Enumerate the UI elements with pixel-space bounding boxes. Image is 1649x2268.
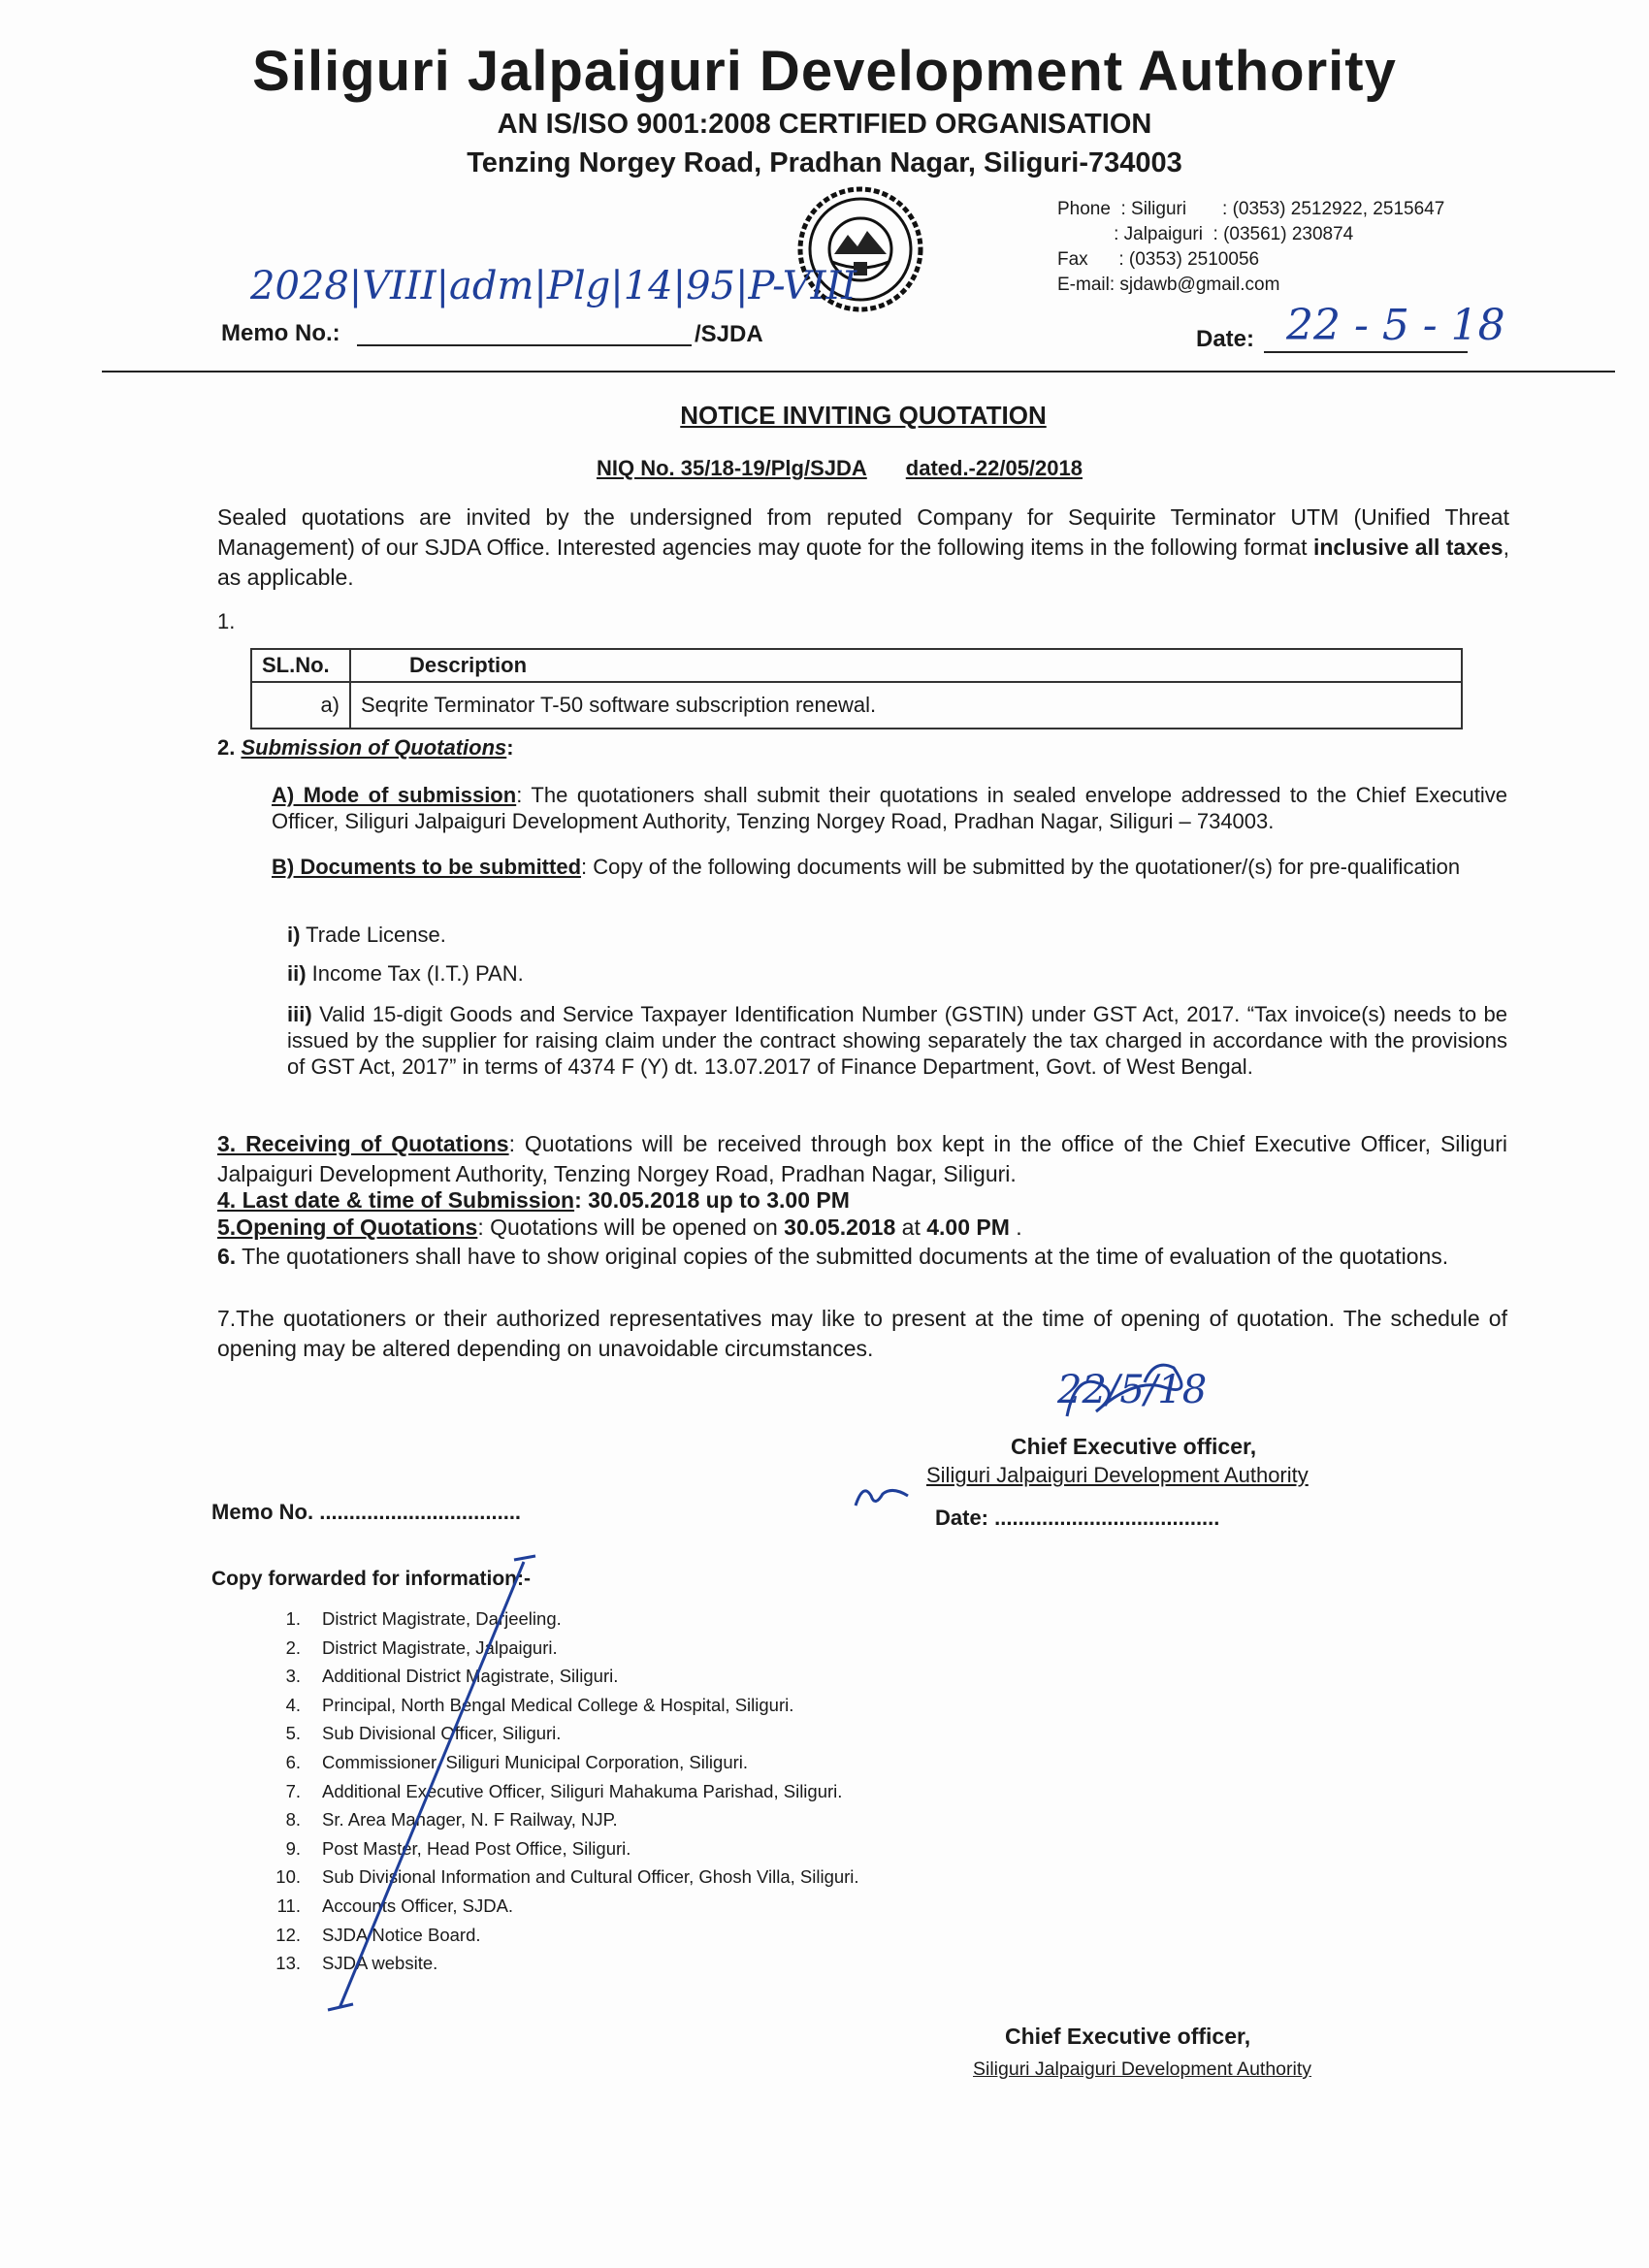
header-divider xyxy=(102,371,1615,373)
initials-mark-icon xyxy=(850,1476,918,1515)
section-5-time: 4.00 PM xyxy=(926,1215,1010,1240)
list-item-text: Sub Divisional Officer, Siliguri. xyxy=(322,1723,562,1744)
list-item-text: Principal, North Bengal Medical College & Hospital, Siliguri. xyxy=(322,1694,794,1715)
intro-bold-text: inclusive all taxes xyxy=(1312,535,1504,560)
copy-forwarded-heading: Copy forwarded for information:- xyxy=(211,1568,531,1590)
section-7: 7.The quotationers or their authorized representatives may like to present at the time of opening of quotation. The schedule of opening may be altered depending on unavoidable circumstances. xyxy=(217,1306,1507,1361)
section-2-title: Submission of Quotations xyxy=(241,735,507,760)
contact-fax: Fax : (0353) 2510056 xyxy=(1057,249,1260,270)
section-5 xyxy=(217,1213,1507,1243)
date-label: Date: xyxy=(1196,326,1255,352)
memo-handwritten: 2028|VIII|adm|Plg|14|95|P-VIII xyxy=(250,264,857,308)
section-6 xyxy=(217,1242,1507,1272)
item-number: 1. xyxy=(217,609,236,633)
contact-phone-siliguri: Phone : Siliguri : (0353) 2512922, 2515647 xyxy=(1057,199,1445,219)
list-item-number: 8. xyxy=(285,1809,301,1831)
list-item-number: 5. xyxy=(285,1723,301,1744)
memo-underline xyxy=(357,344,692,346)
contact-block xyxy=(1057,197,1444,298)
section-2-heading xyxy=(217,735,514,761)
doc-item-3-text: Valid 15-digit Goods and Service Taxpayer Identification Number (GSTIN) under GST Act, 2017. “Tax invoice(s) needs to be issued by the supplier for raising claim under the contract showing separately the tax charged in accordance with the provisions of GST Act, 2017” in terms of 4374 F (Y) dt. 13.07.2017 of Finance Department, Govt. of West Bengal. xyxy=(287,1002,1507,1079)
section-3 xyxy=(217,1129,1507,1189)
list-item-text: District Magistrate, Jalpaiguri. xyxy=(322,1636,558,1658)
list-item-number: 2. xyxy=(285,1636,301,1658)
list-item-text: Post Master, Head Post Office, Siliguri. xyxy=(322,1837,631,1859)
doc-item-2 xyxy=(287,960,1507,987)
doc-item-1-number: i) xyxy=(287,923,301,947)
mode-of-submission-text: : The quotationers shall submit their quotations in sealed envelope addressed to the Chief Executive Officer, Siliguri Jalpaiguri Development Authority, Tenzing Norgey Road, Pradhan Nagar, Siliguri – 734003. xyxy=(272,783,1508,833)
section-3-label: 3. Receiving of Quotations xyxy=(217,1131,509,1156)
list-item-number: 10. xyxy=(275,1866,301,1888)
section-5-text: : Quotations will be opened on xyxy=(477,1215,785,1240)
doc-item-3-number: iii) xyxy=(287,1002,312,1026)
list-item-number: 7. xyxy=(285,1780,301,1801)
list-item-number: 3. xyxy=(285,1666,301,1687)
org-address: Tenzing Norgey Road, Pradhan Nagar, Siliguri-734003 xyxy=(467,147,1182,178)
documents-text: : Copy of the following documents will be submitted by the quotationer/(s) for pre-qualification xyxy=(581,855,1461,879)
section-5-at: at xyxy=(895,1215,927,1240)
list-item-text: Accounts Officer, SJDA. xyxy=(322,1895,514,1916)
signature-1-title: Chief Executive officer, xyxy=(1011,1434,1257,1459)
list-item-number: 4. xyxy=(285,1694,301,1715)
section-5-end: . xyxy=(1009,1215,1022,1240)
items-table xyxy=(250,648,1463,729)
table-cell-slno: a) xyxy=(251,682,350,729)
mode-of-submission-label: A) Mode of submission xyxy=(272,783,517,807)
list-item-text: District Magistrate, Darjeeling. xyxy=(322,1608,562,1629)
list-item-number: 9. xyxy=(285,1837,301,1859)
section-5-label: 5.Opening of Quotations xyxy=(217,1215,478,1240)
signature-1-org: Siliguri Jalpaiguri Development Authority xyxy=(926,1463,1309,1487)
list-item-text: Additional Executive Officer, Siliguri Mahakuma Parishad, Siliguri. xyxy=(322,1780,843,1801)
org-name: Siliguri Jalpaiguri Development Authority xyxy=(252,40,1397,103)
list-item-number: 13. xyxy=(275,1953,301,1974)
niq-reference xyxy=(597,456,1083,481)
table-cell-description: Seqrite Terminator T-50 software subscription renewal. xyxy=(350,682,1462,729)
table-header-description: Description xyxy=(350,649,1462,682)
section-3-text: : Quotations will be received through box kept in the office of the Chief Executive Officer, Siliguri Jalpaiguri Development Authority, Tenzing Norgey Road, Pradhan Nagar, Siliguri. xyxy=(217,1131,1507,1186)
date-underline xyxy=(1264,351,1468,353)
list-item-text: Commissioner, Siliguri Municipal Corporation, Siliguri. xyxy=(322,1751,749,1772)
list-item-text: Sub Divisional Information and Cultural Officer, Ghosh Villa, Siliguri. xyxy=(322,1866,859,1888)
memo-suffix: /SJDA xyxy=(695,321,763,347)
intro-text-end: , as applicable. xyxy=(217,535,1509,590)
section-4 xyxy=(217,1185,1507,1215)
contact-phone-jalpaiguri: : Jalpaiguri : (03561) 230874 xyxy=(1057,224,1354,244)
table-header-slno: SL.No. xyxy=(251,649,350,682)
signature-handwritten: 22/5/18 xyxy=(1057,1368,1208,1412)
doc-item-2-number: ii) xyxy=(287,961,307,986)
niq-number: NIQ No. 35/18-19/Plg/SJDA xyxy=(597,456,867,480)
forward-memo-label: Memo No. .................................. xyxy=(211,1500,522,1524)
list-item-number: 11. xyxy=(276,1895,301,1916)
notice-title: NOTICE INVITING QUOTATION xyxy=(680,401,1047,430)
date-handwritten: 22 - 5 - 18 xyxy=(1286,301,1505,350)
section-6-text: The quotationers shall have to show original copies of the submitted documents at the time of evaluation of the quotations. xyxy=(236,1244,1449,1269)
list-item-number: 1. xyxy=(285,1608,301,1629)
section-2-number: 2. xyxy=(217,735,236,760)
doc-item-1 xyxy=(287,922,1507,948)
niq-dated: dated.-22/05/2018 xyxy=(905,456,1083,480)
table-row xyxy=(251,682,1462,729)
doc-item-2-text: Income Tax (I.T.) PAN. xyxy=(306,961,524,986)
documents-to-submit xyxy=(272,854,1507,880)
contact-email: E-mail: sjdawb@gmail.com xyxy=(1057,275,1280,295)
signature-2-org: Siliguri Jalpaiguri Development Authority xyxy=(973,2058,1312,2080)
signature-2-title: Chief Executive officer, xyxy=(1005,2024,1251,2049)
list-item-number: 12. xyxy=(275,1924,301,1945)
intro-text: Sealed quotations are invited by the undersigned from reputed Company for Sequirite Terminator UTM (Unified Threat Management) of our SJDA Office. Interested agencies may quote for the following items in the following format xyxy=(217,504,1509,560)
signature-scribble-icon xyxy=(1057,1358,1232,1436)
documents-label: B) Documents to be submitted xyxy=(272,855,582,879)
list-item-text: SJDA website. xyxy=(322,1953,438,1974)
memo-label: Memo No.: xyxy=(221,320,340,346)
list-item-text: Additional District Magistrate, Siliguri. xyxy=(322,1666,619,1687)
list-item-text: SJDA Notice Board. xyxy=(322,1924,481,1945)
doc-item-3 xyxy=(287,1001,1507,1080)
section-4-text: : 30.05.2018 up to 3.00 PM xyxy=(574,1187,850,1213)
section-4-label: 4. Last date & time of Submission xyxy=(217,1187,575,1213)
doc-item-1-text: Trade License. xyxy=(300,923,446,947)
list-item-number: 6. xyxy=(285,1751,301,1772)
handwritten-stroke-icon xyxy=(320,1552,553,2018)
certification: AN IS/ISO 9001:2008 CERTIFIED ORGANISATION xyxy=(497,109,1152,140)
intro-paragraph xyxy=(217,502,1509,593)
forward-date-label: Date: ...................................... xyxy=(935,1506,1220,1530)
section-5-date: 30.05.2018 xyxy=(784,1215,896,1240)
section-6-number: 6. xyxy=(217,1244,237,1269)
list-item-text: Sr. Area Manager, N. F Railway, NJP. xyxy=(322,1809,618,1831)
section-2-colon: : xyxy=(506,735,514,760)
mode-of-submission xyxy=(272,782,1507,834)
